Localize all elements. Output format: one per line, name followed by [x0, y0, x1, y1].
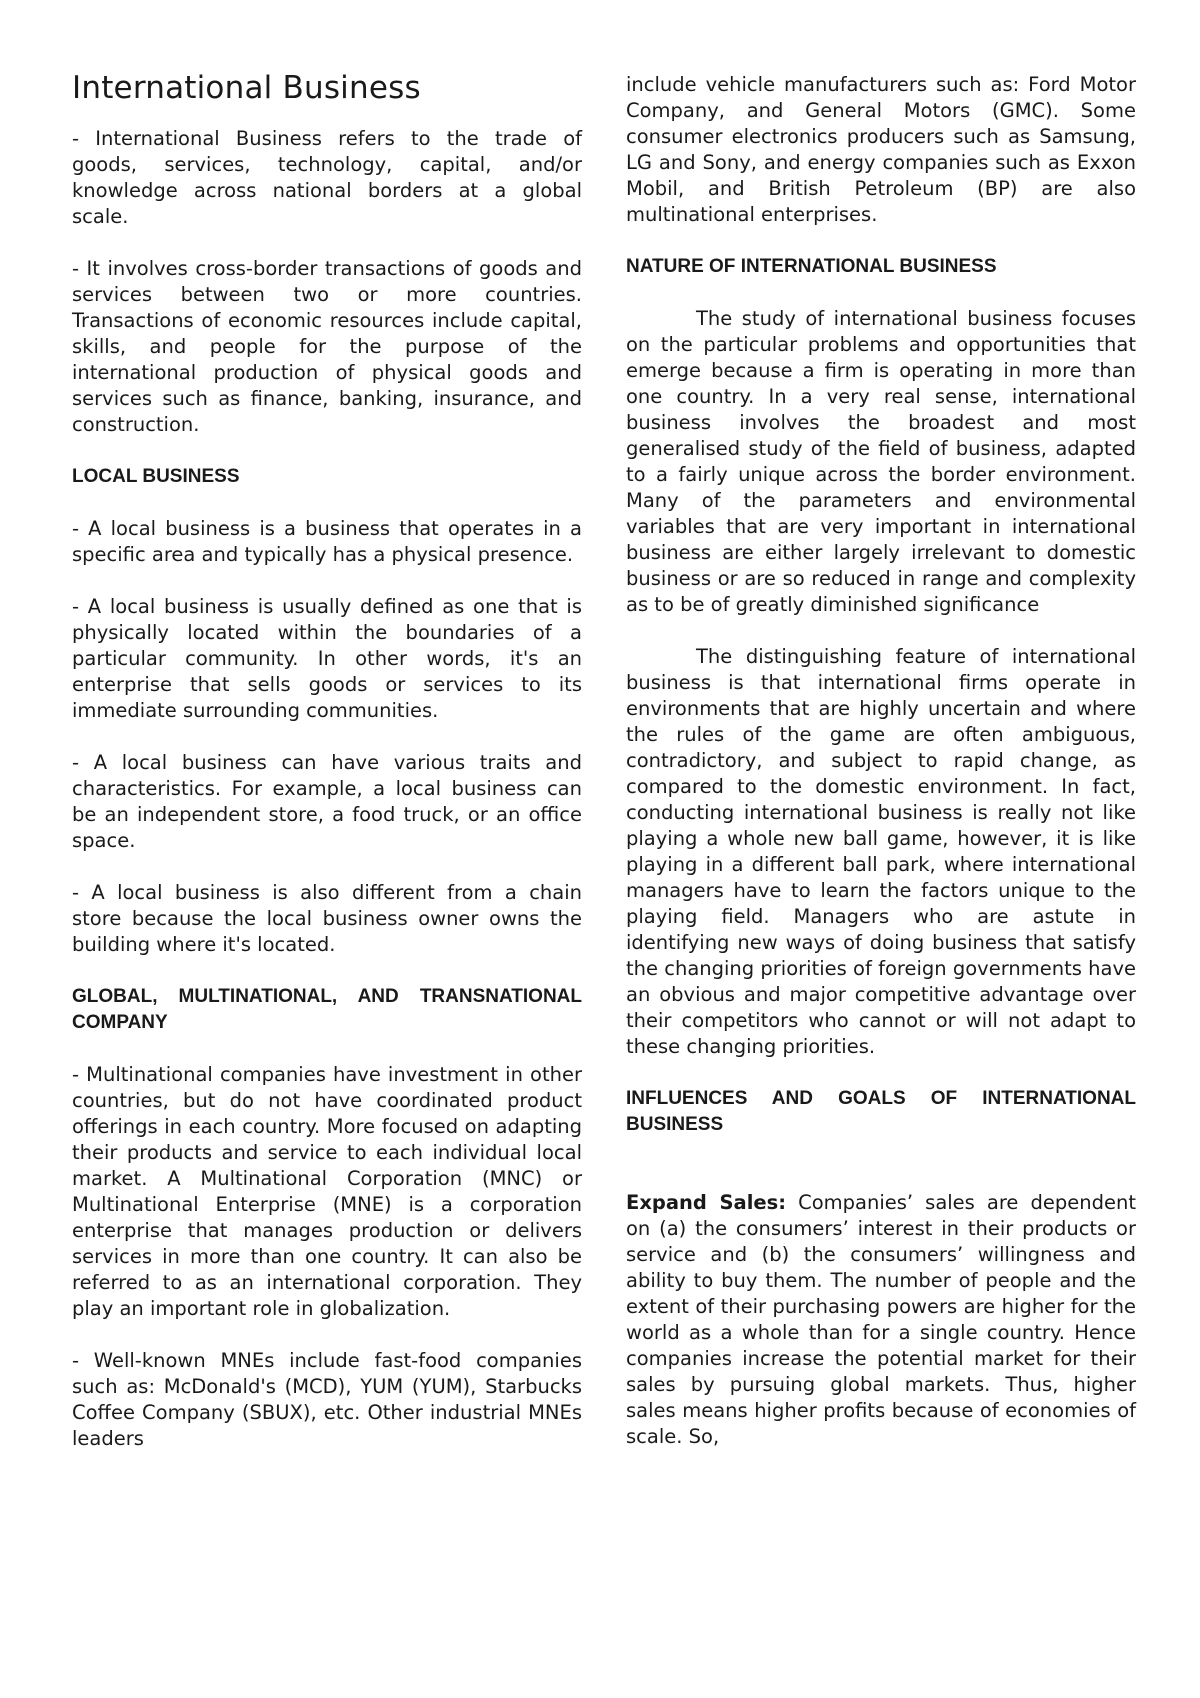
left-column — [72, 68, 582, 1478]
multinational-continued-paragraph: include vehicle manufacturers such as: Ford Motor Company, and General Motors (GMC). Some consumer electronics producers such as Samsung, LG and Sony, and energy companies such as Exxon Mobil, and British Petroleum (BP) are also multinational enterprises. — [626, 73, 1136, 226]
expand-sales-lead: Expand Sales: — [626, 1191, 787, 1214]
document-title: International Business — [72, 70, 421, 106]
right-column — [626, 72, 1136, 1476]
multinational-paragraph-2: - Well-known MNEs include fast-food companies such as: McDonald's (MCD), YUM (YUM), Starbucks Coffee Company (SBUX), etc. Other industrial MNEs leaders — [72, 1349, 582, 1450]
nature-paragraph-1: The study of international business focuses on the particular problems and opportunities that emerge because a firm is operating in more than one country. In a very real sense, international business involves the broadest and most generalised study of the field of business, adapted to a fairly unique across the border environment. Many of the parameters and environmental variables that are very important in international business are either largely irrelevant to domestic business or are so reduced in range and complexity as to be of greatly diminished significance — [626, 307, 1136, 616]
intro-paragraph-1: - International Business refers to the trade of goods, services, technology, capital, and/or knowledge across national borders at a global scale. — [72, 127, 582, 228]
multinational-paragraph-1: - Multinational companies have investment in other countries, but do not have coordinated product offerings in each country. More focused on adapting their products and service to each individual local market. A Multinational Corporation (MNC) or Multinational Enterprise (MNE) is a corporation enterprise that manages production or delivers services in more than one country. It can also be referred to as an international corporation. They play an important role in globalization. — [72, 1063, 582, 1320]
heading-nature-of-international-business: NATURE OF INTERNATIONAL BUSINESS — [626, 256, 997, 277]
intro-paragraph-2: - It involves cross-border transactions of goods and services between two or more countries. Transactions of economic resources include capital, skills, and people for the purpose of the international production of physical goods and services such as finance, banking, insurance, and construction. — [72, 257, 582, 436]
heading-local-business: LOCAL BUSINESS — [72, 466, 240, 487]
local-business-paragraph-2: - A local business is usually defined as one that is physically located within the boundaries of a particular community. In other words, it's an enterprise that sells goods or services to its immediate surrounding communities. — [72, 595, 582, 722]
expand-sales-paragraph — [626, 1190, 1136, 1450]
local-business-paragraph-3: - A local business can have various traits and characteristics. For example, a local business can be an independent store, a food truck, or an office space. — [72, 751, 582, 852]
local-business-paragraph-4: - A local business is also different from a chain store because the local business owner owns the building where it's located. — [72, 881, 582, 956]
nature-paragraph-2: The distinguishing feature of international business is that international firms operate in environments that are highly uncertain and where the rules of the game are often ambiguous, contradictory, and subject to rapid change, as compared to the domestic environment. In fact, conducting international business is really not like playing a whole new ball game, however, it is like playing in a different ball park, where international managers have to learn the factors unique to the playing field. Managers who are astute in identifying new ways of doing business that satisfy the changing priorities of foreign governments have an obvious and major competitive advantage over their competitors who cannot or will not adapt to these changing priorities. — [626, 645, 1136, 1058]
local-business-paragraph-1: - A local business is a business that operates in a specific area and typically has a physical presence. — [72, 517, 582, 566]
expand-sales-text: Companies’ sales are dependent on (a) the consumers’ interest in their products or service and (b) the consumers’ willingness and ability to buy them. The number of people and the extent of their purchasing powers are higher for the world as a whole than for a single country. Hence companies increase the potential market for their sales by pursuing global markets. Thus, higher sales means higher profits because of economies of scale. So, — [626, 1191, 1136, 1448]
heading-global-multinational: GLOBAL, MULTINATIONAL, AND TRANSNATIONAL COMPANY — [72, 986, 582, 1033]
heading-influences-and-goals: INFLUENCES AND GOALS OF INTERNATIONAL BUSINESS — [626, 1088, 1136, 1135]
